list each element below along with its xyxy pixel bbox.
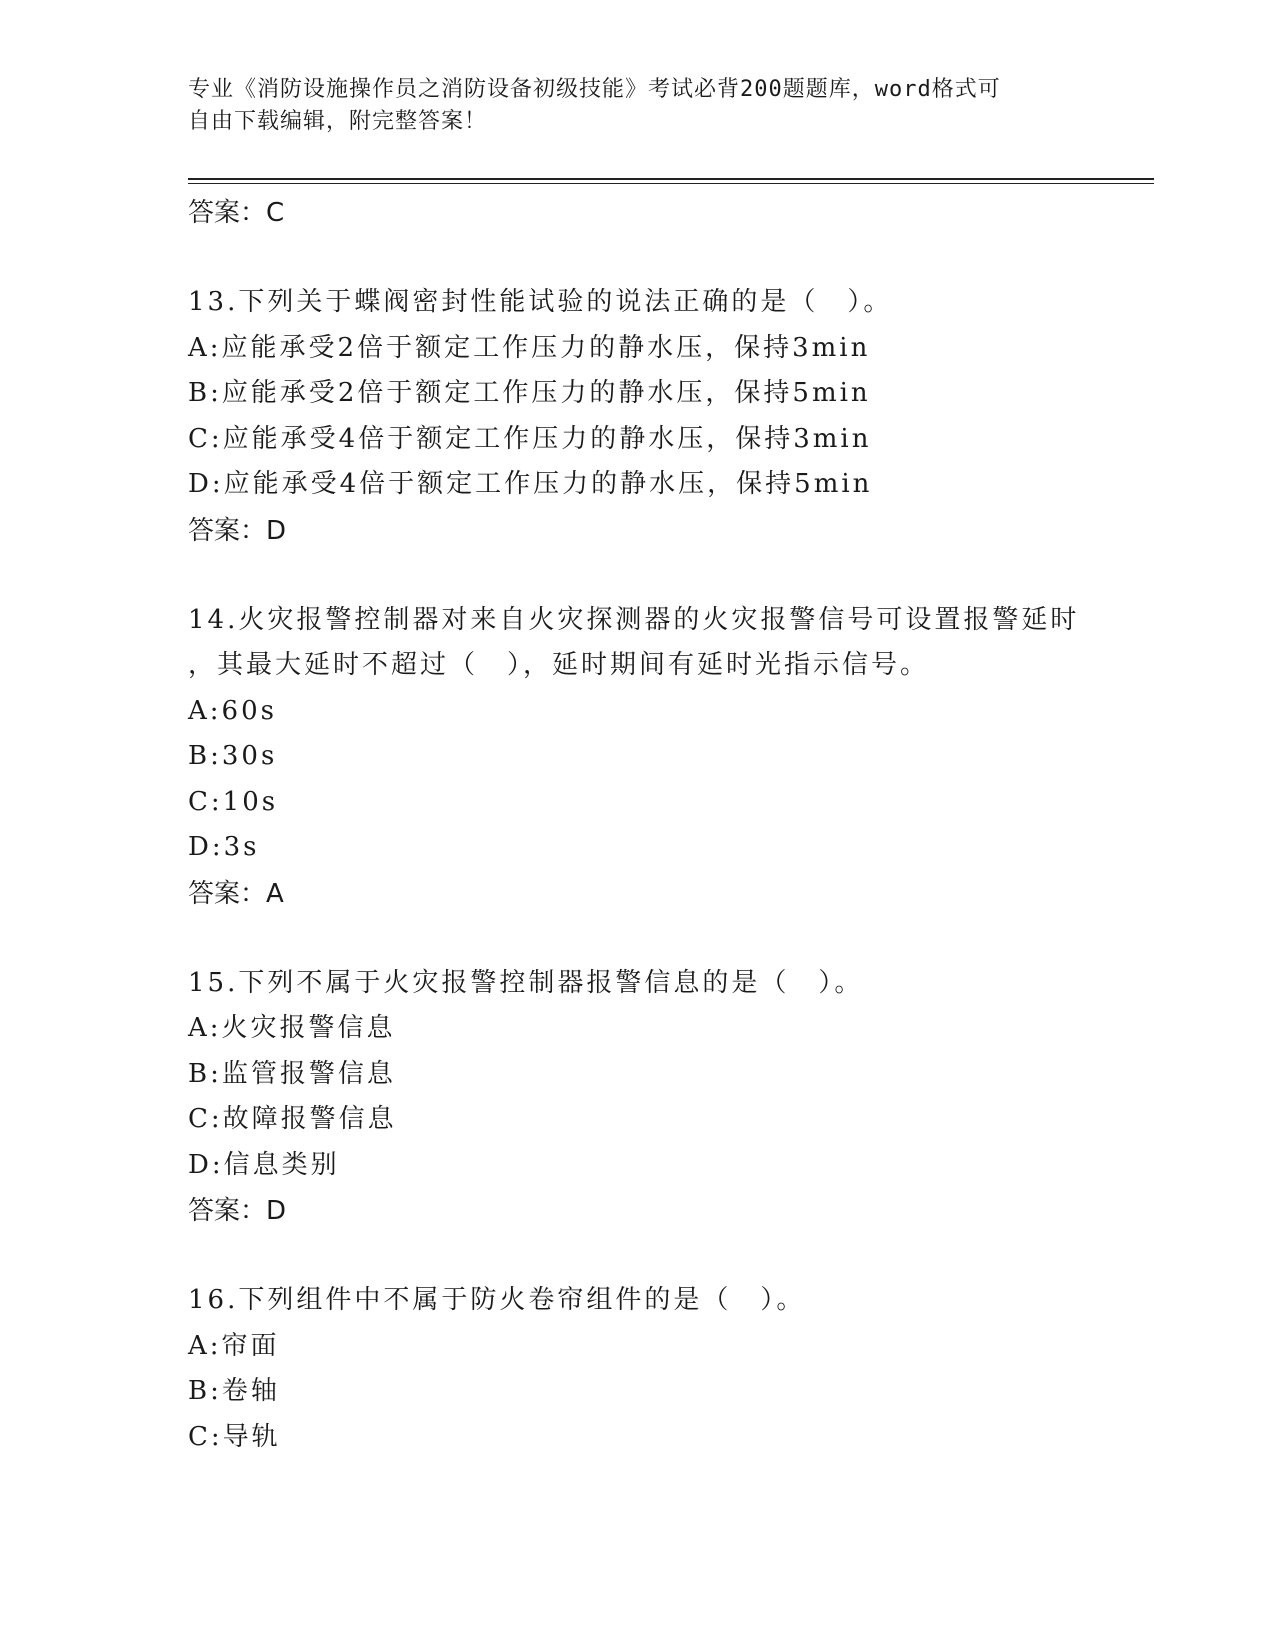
option-b: B:卷轴 — [188, 1376, 280, 1406]
option-a: A:帘面 — [188, 1330, 280, 1361]
question-text: 13.下列关于蝶阀密封性能试验的说法正确的是（ ）。 — [188, 287, 893, 317]
header-title-line-1: 专业《消防设施操作员之消防设备初级技能》考试必背200题题库，word格式可 — [188, 77, 1001, 102]
question-15 — [188, 961, 1128, 1235]
page-header — [188, 74, 1088, 138]
option-c: C:导轨 — [188, 1421, 281, 1452]
answer: 答案：D — [188, 1196, 287, 1226]
question-16 — [188, 1278, 1128, 1460]
option-c: C:10s — [188, 786, 279, 817]
option-b: B:应能承受2倍于额定工作压力的静水压，保持5min — [188, 378, 871, 408]
option-a: A:应能承受2倍于额定工作压力的静水压，保持3min — [188, 332, 871, 363]
question-list — [188, 190, 1128, 1460]
question-text: 15.下列不属于火灾报警控制器报警信息的是（ ）。 — [188, 967, 864, 998]
option-d: D:信息类别 — [188, 1149, 340, 1180]
question-text-continued: ，其最大延时不超过（ ），延时期间有延时光指示信号。 — [188, 650, 930, 680]
option-a: A:60s — [188, 695, 277, 726]
answer: 答案：D — [188, 515, 287, 546]
question-text: 14.火灾报警控制器对来自火灾探测器的火灾报警信号可设置报警延时 — [188, 604, 1080, 635]
answer-previous: 答案：C — [188, 198, 285, 228]
option-a: A:火灾报警信息 — [188, 1013, 396, 1043]
option-b: B:监管报警信息 — [188, 1058, 396, 1089]
option-d: D:3s — [188, 832, 260, 862]
option-b: B:30s — [188, 741, 278, 771]
header-divider-thin — [188, 183, 1154, 184]
question-13 — [188, 280, 1128, 554]
option-c: C:故障报警信息 — [188, 1104, 397, 1134]
question-text: 16.下列组件中不属于防火卷帘组件的是（ ）。 — [188, 1285, 806, 1315]
option-d: D:应能承受4倍于额定工作压力的静水压，保持5min — [188, 469, 873, 499]
answer: 答案：A — [188, 878, 284, 909]
header-title-line-2: 自由下载编辑，附完整答案！ — [188, 109, 488, 134]
option-c: C:应能承受4倍于额定工作压力的静水压，保持3min — [188, 423, 872, 454]
question-14 — [188, 598, 1128, 917]
header-divider-thick — [188, 178, 1154, 180]
